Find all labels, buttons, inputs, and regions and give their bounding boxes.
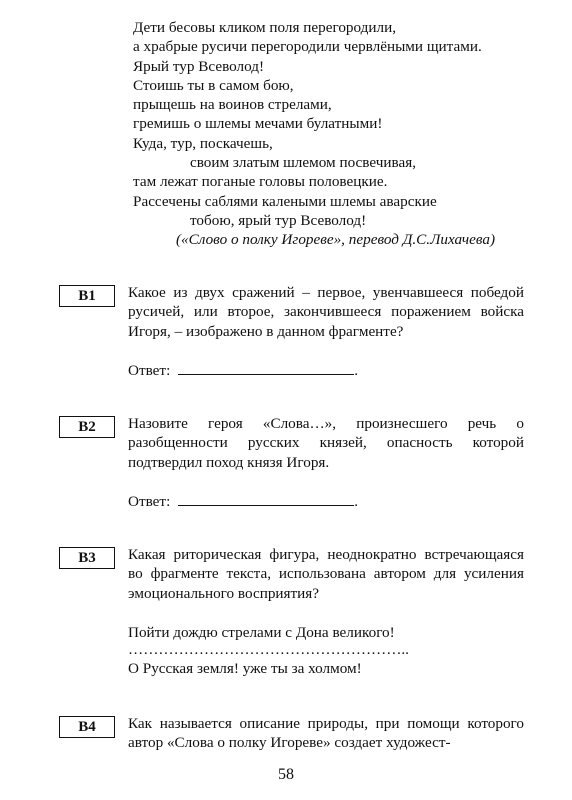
answer-line: Ответ: . xyxy=(128,493,359,510)
task-code-box: В1 xyxy=(59,285,115,307)
poem-line: Стоишь ты в самом бою, xyxy=(133,76,294,94)
quote-ellipsis: ……………………………………………….. xyxy=(128,641,409,658)
poem-source: («Слово о полку Игореве», перевод Д.С.Лихачева) xyxy=(176,231,496,249)
task-code-box: В2 xyxy=(59,416,115,438)
task-code-box: В4 xyxy=(59,716,115,738)
poem-excerpt xyxy=(133,18,495,250)
quote-line: Пойти дождю стрелами с Дона великого! xyxy=(128,624,395,641)
poem-line: Ярый тур Всеволод! xyxy=(133,57,265,75)
page-number: 58 xyxy=(278,766,294,783)
poem-line: а храбрые русичи перегородили червлёными щитами. xyxy=(133,38,482,56)
task-question: Как называется описание природы, при помощи которого автор «Слова о полку Игореве» создает художест- xyxy=(128,715,524,752)
answer-blank[interactable] xyxy=(178,491,354,506)
answer-blank[interactable] xyxy=(178,360,354,375)
poem-line: там лежат поганые головы половецкие. xyxy=(133,173,388,191)
poem-line: Рассечены саблями калеными шлемы аварские xyxy=(133,192,437,210)
task-question: Какая риторическая фигура, неоднократно встречающаяся во фрагменте текста, использована автором для усиления эмоционального восприятия? xyxy=(128,546,524,602)
poem-line: гремишь о шлемы мечами булатными! xyxy=(133,115,383,133)
answer-line: Ответ: . xyxy=(128,362,359,379)
quote-line: О Русская земля! уже ты за холмом! xyxy=(128,660,362,677)
poem-line: Дети бесовы кликом поля перегородили, xyxy=(133,19,397,36)
task-question: Какое из двух сражений – первое, увенчавшееся победой русичей, или второе, закончившееся поражением войска Игоря, – изображено в данном фрагменте? xyxy=(128,284,524,340)
task-code-box: В3 xyxy=(59,547,115,569)
poem-line: прыщешь на воинов стрелами, xyxy=(133,96,332,114)
answer-label: Ответ: xyxy=(128,362,171,379)
poem-line: тобою, ярый тур Всеволод! xyxy=(190,211,367,229)
poem-line: Куда, тур, поскачешь, xyxy=(133,134,273,152)
poem-line: своим златым шлемом посвечивая, xyxy=(190,154,416,172)
answer-label: Ответ: xyxy=(128,493,171,510)
task-question: Назовите героя «Слова…», произнесшего речь о разобщенности русских князей, опасность которой подтвердил поход князя Игоря. xyxy=(128,415,524,471)
